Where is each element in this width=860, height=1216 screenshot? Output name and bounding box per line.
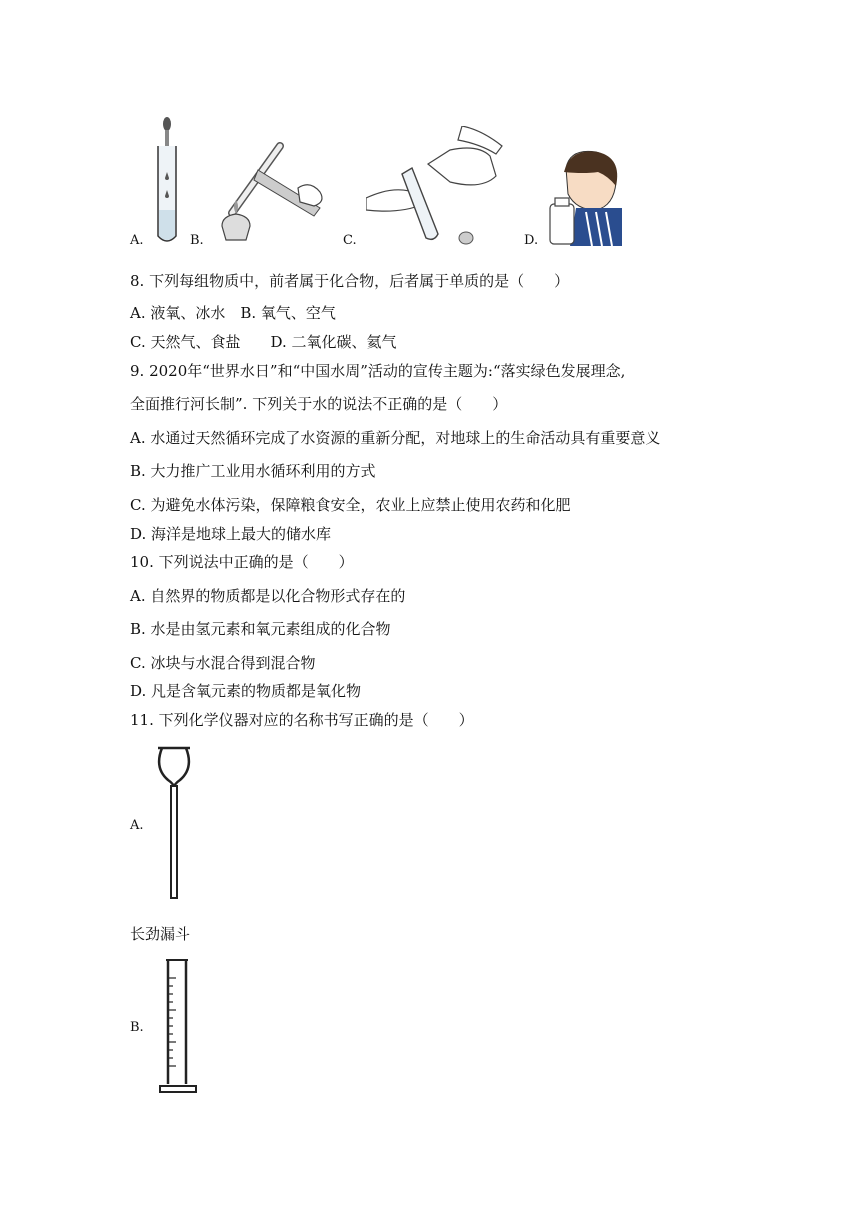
q7-option-a-label: A. — [130, 233, 144, 248]
q7-figure-a-dropper-test-tube — [150, 112, 184, 248]
q11-figure-a-funnel — [154, 744, 194, 904]
q11-option-b-label: B. — [130, 1020, 144, 1035]
q8-stem: 8. 下列每组物质中，前者属于化合物，后者属于单质的是（ ） — [130, 272, 570, 290]
q9-option-a: A. 水通过天然循环完成了水资源的重新分配，对地球上的生命活动具有重要意义 — [130, 429, 661, 447]
q10-option-b: B. 水是由氢元素和氧元素组成的化合物 — [130, 620, 391, 638]
q8-options-ab: A. 液氧、冰水 B. 氧气、空气 — [130, 304, 336, 322]
q7-option-b-label: B. — [190, 233, 204, 248]
q11-stem: 11. 下列化学仪器对应的名称书写正确的是（ ） — [130, 711, 474, 729]
q9-option-d: D. 海洋是地球上最大的储水库 — [130, 525, 332, 543]
q10-option-a: A. 自然界的物质都是以化合物形式存在的 — [130, 587, 406, 605]
q8-options-cd: C. 天然气、食盐 D. 二氧化碳、氦气 — [130, 333, 397, 351]
q9-stem-line2: 全面推行河长制”. 下列关于水的说法不正确的是（ ） — [130, 395, 508, 413]
q7-figure-d-smelling-gas — [546, 148, 632, 248]
q10-option-c: C. 冰块与水混合得到混合物 — [130, 654, 316, 672]
q7-figure-b-heating-test-tube — [210, 128, 330, 248]
q9-option-b: B. 大力推广工业用水循环利用的方式 — [130, 462, 376, 480]
q7-figure-c-pouring-liquid — [366, 126, 506, 248]
q9-option-c: C. 为避免水体污染，保障粮食安全，农业上应禁止使用农药和化肥 — [130, 496, 571, 514]
q9-stem-line1: 9. 2020年“世界水日”和“中国水周”活动的宣传主题为:“落实绿色发展理念, — [130, 362, 626, 380]
q10-stem: 10. 下列说法中正确的是（ ） — [130, 553, 354, 571]
q10-option-d: D. 凡是含氧元素的物质都是氧化物 — [130, 682, 362, 700]
q11-figure-b-graduated-cylinder — [158, 958, 198, 1096]
q7-option-d-label: D. — [524, 233, 539, 248]
q11-option-a-name: 长劲漏斗 — [130, 925, 191, 943]
q7-option-c-label: C. — [343, 233, 357, 248]
q11-option-a-label: A. — [130, 818, 144, 833]
